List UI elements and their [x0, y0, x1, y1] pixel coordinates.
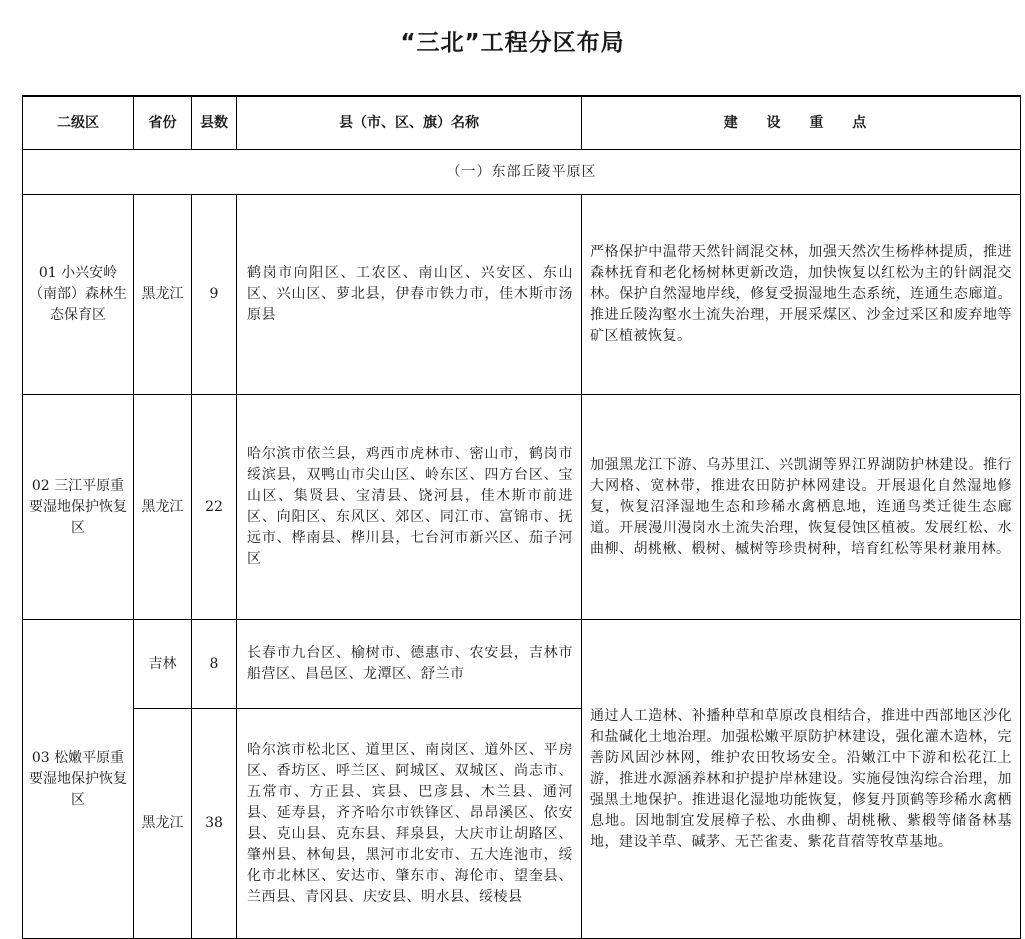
section-title: （一）东部丘陵平原区	[23, 150, 1021, 195]
zoning-table	[22, 95, 1021, 939]
header-names: 县（市、区、旗）名称	[237, 96, 582, 150]
section-row	[23, 150, 1021, 195]
count-cell: 38	[192, 709, 237, 939]
table-row	[23, 195, 1021, 395]
province-cell: 黑龙江	[134, 395, 192, 620]
count-cell: 8	[192, 620, 237, 709]
zone-cell: 02 三江平原重要湿地保护恢复区	[23, 395, 134, 620]
province-cell: 黑龙江	[134, 195, 192, 395]
province-cell: 吉林	[134, 620, 192, 709]
page-title: “三北”工程分区布局	[400, 30, 625, 56]
table-row	[23, 620, 1021, 709]
count-cell: 22	[192, 395, 237, 620]
names-cell: 哈尔滨市松北区、道里区、南岗区、道外区、平房区、香坊区、呼兰区、阿城区、双城区、尚志市、五常市、方正县、宾县、巴彦县、木兰县、通河县、延寿县，齐齐哈尔市铁锋区、昂昂溪区、依安县、克山县、克东县、拜泉县，大庆市让胡路区、肇州县、林甸县，黑河市北安市、五大连池市，绥化市北林区、安达市、肇东市、海伦市、望奎县、兰西县、青冈县、庆安县、明水县、绥棱县	[237, 709, 582, 939]
count-cell: 9	[192, 195, 237, 395]
province-cell: 黑龙江	[134, 709, 192, 939]
header-count: 县数	[192, 96, 237, 150]
table-row	[23, 395, 1021, 620]
names-cell: 长春市九台区、榆树市、德惠市、农安县，吉林市船营区、昌邑区、龙潭区、舒兰市	[237, 620, 582, 709]
focus-cell: 严格保护中温带天然针阔混交林，加强天然次生杨桦林提质，推进森林抚育和老化杨树林更新改造，加快恢复以红松为主的针阔混交林。保护自然湿地岸线，修复受损湿地生态系统，连通生态廊道。推进丘陵沟壑水土流失治理，开展采煤区、沙金过采区和废弃地等矿区植被恢复。	[582, 195, 1021, 395]
focus-cell: 通过人工造林、补播种草和草原改良相结合，推进中西部地区沙化和盐碱化土地治理。加强松嫩平原防护林建设，强化灌木造林，完善防风固沙林网，维护农田牧场安全。沿嫩江中下游和松花江上游，推进水源涵养林和护提护岸林建设。实施侵蚀沟综合治理，加强黑土地保护。推进退化湿地功能恢复，修复丹顶鹤等珍稀水禽栖息地。因地制宜发展樟子松、水曲柳、胡桃楸、紫椴等储备林基地，建设羊草、碱茅、无芒雀麦、紫花苜蓿等牧草基地。	[582, 620, 1021, 939]
header-province: 省份	[134, 96, 192, 150]
header-zone: 二级区	[23, 96, 134, 150]
focus-cell: 加强黑龙江下游、乌苏里江、兴凯湖等界江界湖防护林建设。推行大网格、宽林带，推进农田防护林网建设。开展退化自然湿地修复，恢复沼泽湿地生态和珍稀水禽栖息地，连通鸟类迁徙生态廊道。开展漫川漫岗水土流失治理，恢复侵蚀区植被。发展红松、水曲柳、胡桃楸、椴树、槭树等珍贵树种，培育红松等果材兼用林。	[582, 395, 1021, 620]
names-cell: 哈尔滨市依兰县，鸡西市虎林市、密山市，鹤岗市绥滨县，双鸭山市尖山区、岭东区、四方台区、宝山区、集贤县、宝清县、饶河县，佳木斯市前进区、向阳区、东风区、郊区、同江市、富锦市、抚远市、桦南县、桦川县，七台河市新兴区、茄子河区	[237, 395, 582, 620]
header-row	[23, 96, 1021, 150]
header-focus: 建 设 重 点	[582, 96, 1021, 150]
names-cell: 鹤岗市向阳区、工农区、南山区、兴安区、东山区、兴山区、萝北县，伊春市铁力市，佳木斯市汤原县	[237, 195, 582, 395]
zone-cell: 01 小兴安岭（南部）森林生态保育区	[23, 195, 134, 395]
zone-cell: 03 松嫩平原重要湿地保护恢复区	[23, 620, 134, 939]
